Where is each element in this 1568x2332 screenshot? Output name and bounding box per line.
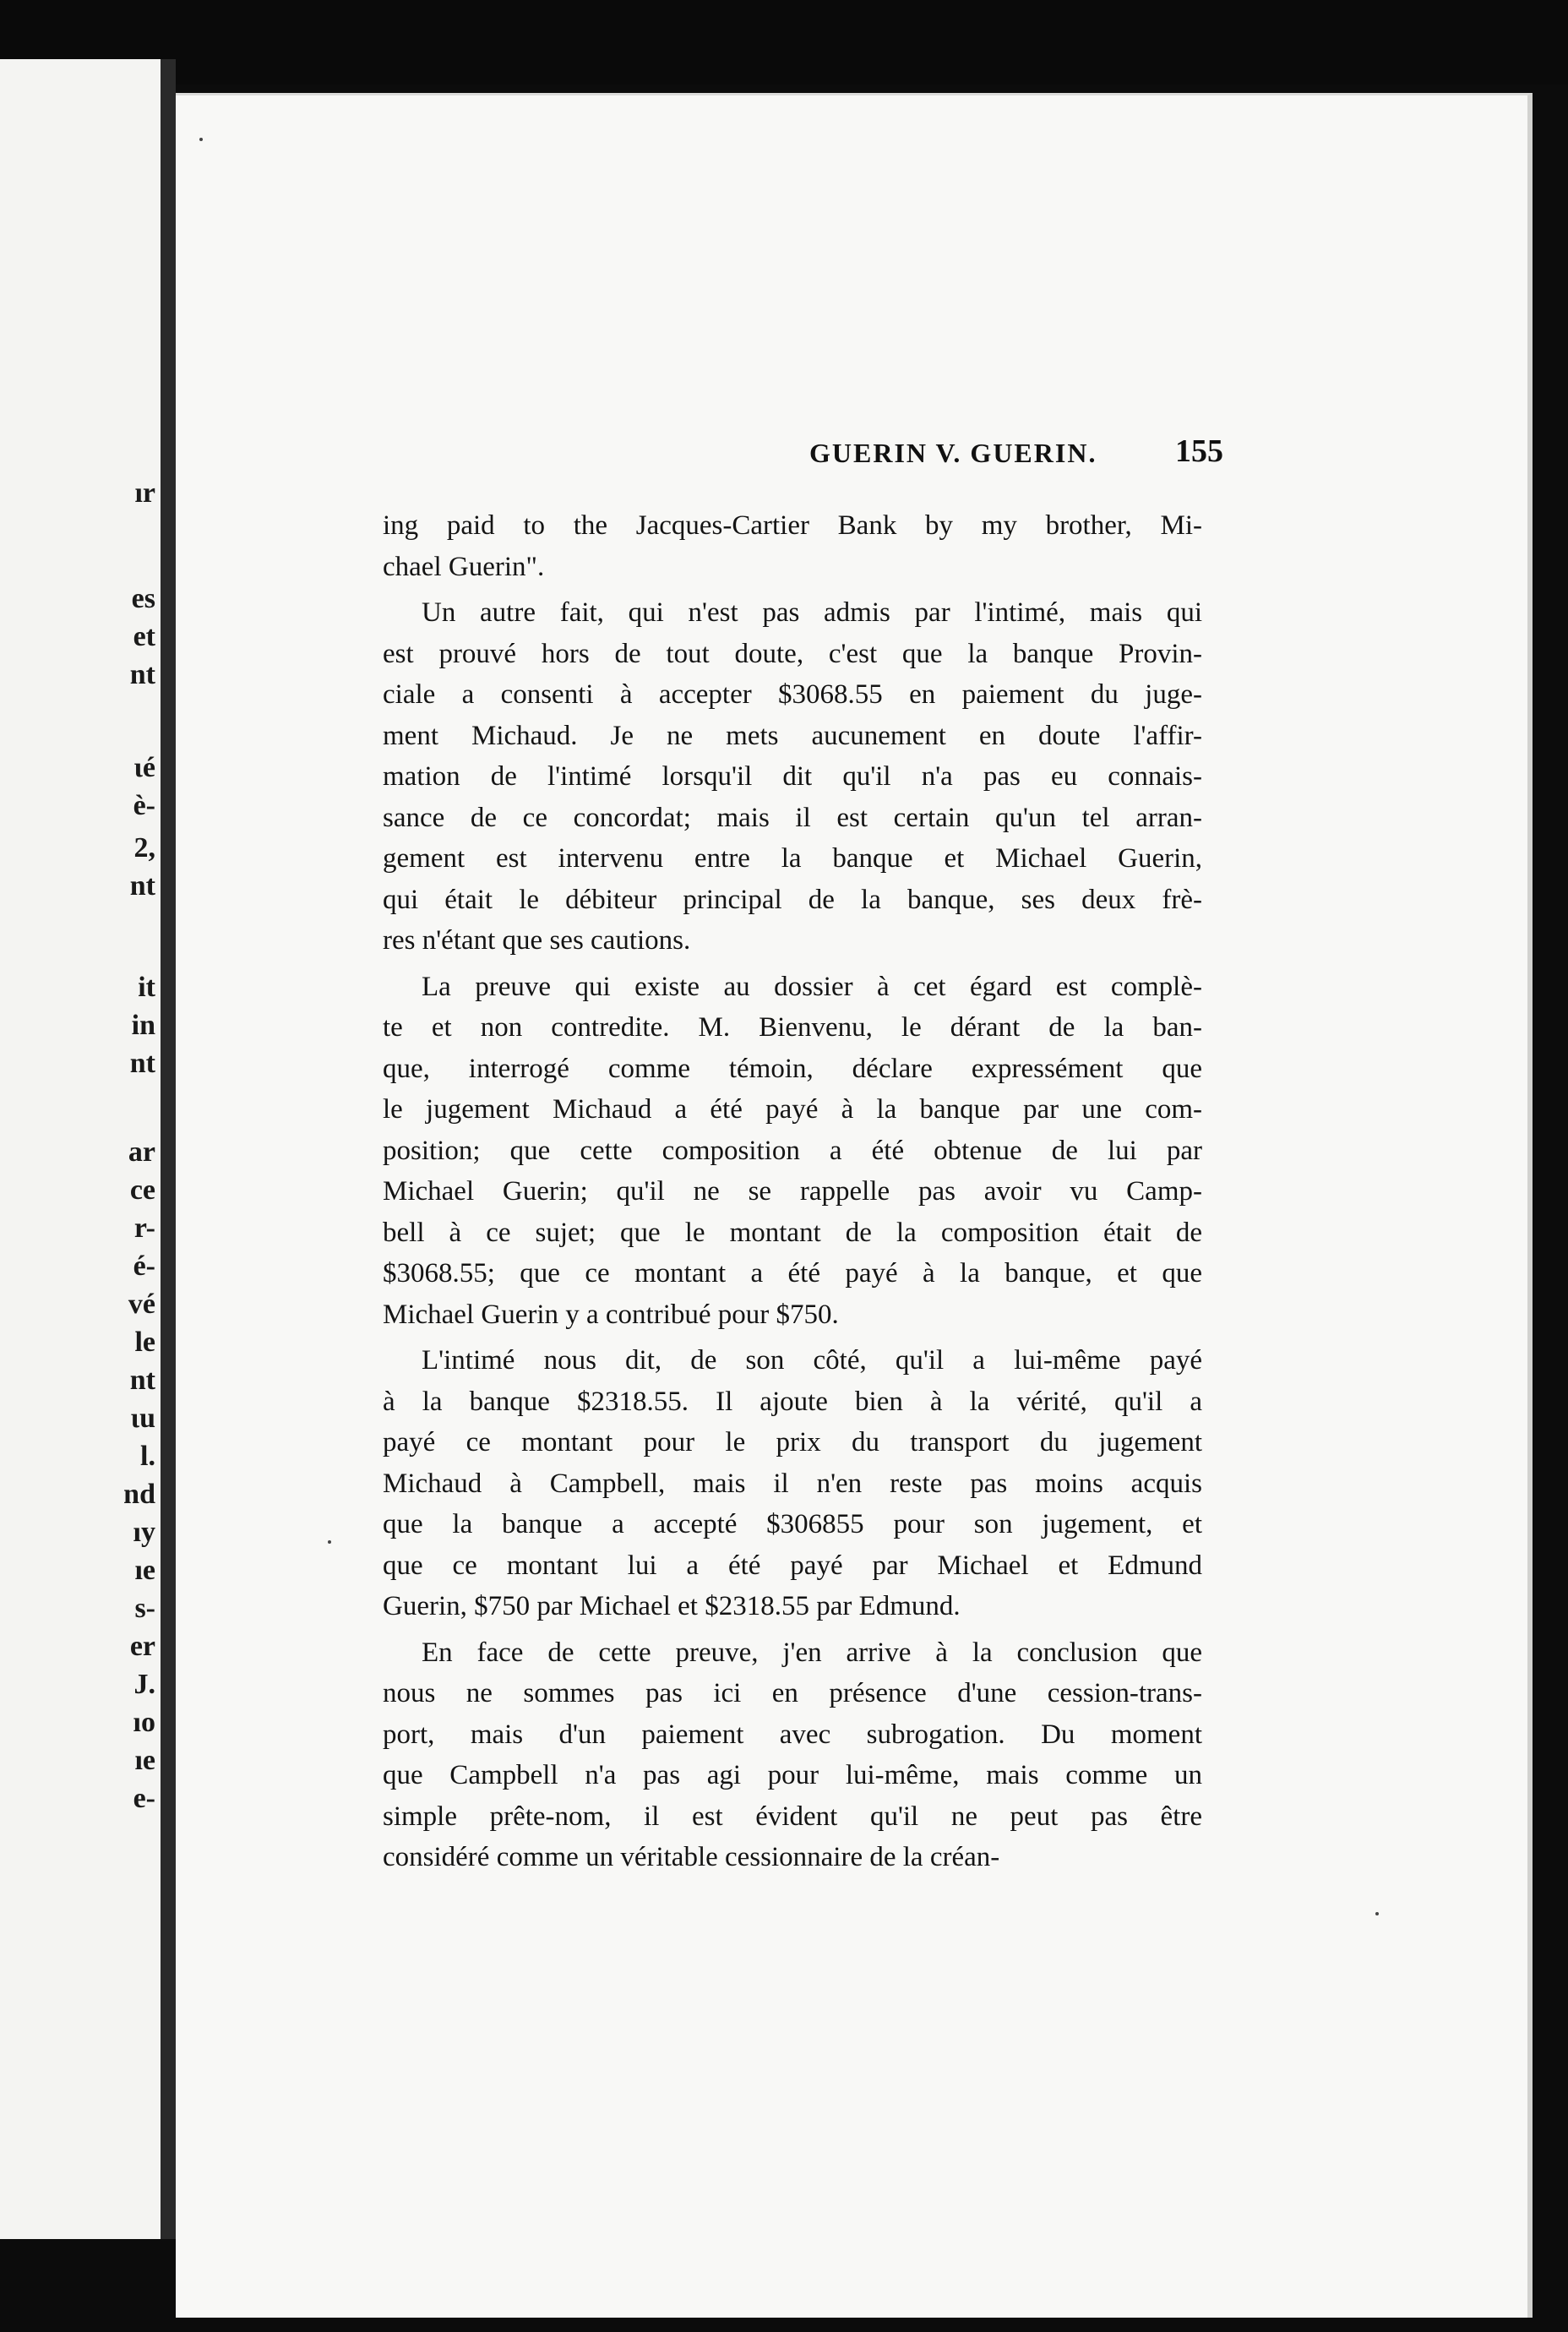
facing-page-fragment: nt: [129, 1048, 155, 1079]
facing-page-fragment: J.: [133, 1669, 155, 1700]
facing-page-fragment: nt: [129, 870, 155, 902]
facing-page-fragment: ıe: [134, 1555, 155, 1586]
text-line: qui était le débiteur principal de la banque, ses deux frè-: [383, 884, 1202, 915]
text-line: chael Guerin".: [383, 551, 545, 582]
text-line: le jugement Michaud a été payé à la banque par une com-: [383, 1094, 1202, 1125]
text-line: Un autre fait, qui n'est pas admis par l'intimé, mais qui: [422, 597, 1202, 628]
text-line: que ce montant lui a été payé par Michael et Edmund: [383, 1550, 1202, 1581]
text-line: L'intimé nous dit, de son côté, qu'il a lui-même payé: [422, 1345, 1202, 1376]
scan-speck: [328, 1540, 331, 1544]
text-line: ciale a consenti à accepter $3068.55 en paiement du juge-: [383, 679, 1202, 710]
book-page: [176, 93, 1533, 2318]
facing-page-fragment: ιu: [130, 1403, 155, 1434]
scan-speck: [1375, 1912, 1379, 1915]
text-line: $3068.55; que ce montant a été payé à la banque, et que: [383, 1258, 1202, 1289]
text-line: que Campbell n'a pas agi pour lui-même, mais comme un: [383, 1760, 1202, 1790]
body-text: [383, 505, 1202, 1883]
facing-page-fragment: l.: [140, 1441, 155, 1472]
facing-page-fragment: er: [129, 1631, 155, 1662]
text-line: sance de ce concordat; mais il est certain qu'un tel arran-: [383, 802, 1202, 833]
facing-page-fragment: et: [133, 621, 155, 652]
text-line: que la banque a accepté $306855 pour son jugement, et: [383, 1509, 1202, 1539]
facing-page-fragment: es: [131, 583, 155, 614]
facing-page-fragment: ar: [128, 1136, 155, 1168]
facing-page-fragment: nt: [129, 659, 155, 690]
book-gutter: [161, 59, 176, 2239]
text-line: En face de cette preuve, j'en arrive à la conclusion que: [422, 1637, 1202, 1668]
text-line: res n'étant que ses cautions.: [383, 925, 691, 956]
facing-page-fragment: it: [138, 972, 155, 1003]
running-head: GUERIN V. GUERIN.: [809, 438, 1097, 468]
facing-page-fragment: s-: [134, 1593, 155, 1624]
scan-speck: [199, 138, 203, 141]
paragraph: [383, 967, 1202, 1336]
text-line: est prouvé hors de tout doute, c'est que la banque Provin-: [383, 638, 1202, 669]
text-line: Michaud à Campbell, mais il n'en reste pas moins acquis: [383, 1468, 1202, 1499]
facing-page-fragment: ıy: [133, 1517, 155, 1548]
text-line: te et non contredite. M. Bienvenu, le dérant de la ban-: [383, 1012, 1202, 1043]
paragraph: [383, 505, 1202, 587]
facing-page-fragment: r-: [133, 1212, 155, 1244]
facing-page-fragment: ιé: [133, 752, 155, 783]
text-line: que, interrogé comme témoin, déclare expressément que: [383, 1053, 1202, 1084]
facing-page-fragment: e-: [133, 1783, 155, 1814]
page-header: [395, 429, 1223, 480]
text-line: à la banque $2318.55. Il ajoute bien à la vérité, qu'il a: [383, 1386, 1202, 1417]
text-line: Michael Guerin y a contribué pour $750.: [383, 1299, 839, 1330]
text-line: nous ne sommes pas ici en présence d'une cession-trans-: [383, 1678, 1202, 1708]
paragraph: [383, 592, 1202, 962]
facing-page-fragment: vé: [128, 1289, 155, 1320]
facing-page-fragment: ır: [134, 477, 155, 509]
text-line: ing paid to the Jacques-Cartier Bank by my brother, Mi-: [383, 510, 1202, 541]
facing-page-fragment: ıe: [134, 1745, 155, 1776]
text-line: simple prête-nom, il est évident qu'il ne peut pas être: [383, 1801, 1202, 1832]
page-number: 155: [1175, 433, 1223, 469]
facing-page-fragment: 2,: [133, 832, 155, 864]
facing-page-fragment: in: [131, 1010, 155, 1041]
facing-page-fragment: è-: [133, 790, 155, 821]
text-line: port, mais d'un paiement avec subrogation. Du moment: [383, 1719, 1202, 1750]
text-line: Guerin, $750 par Michael et $2318.55 par Edmund.: [383, 1591, 961, 1621]
scan-border: [0, 0, 1568, 84]
facing-page-fragment: nt: [129, 1365, 155, 1396]
paragraph: [383, 1632, 1202, 1878]
facing-page-fragment: le: [134, 1327, 155, 1358]
text-line: mation de l'intimé lorsqu'il dit qu'il n'a pas eu connais-: [383, 761, 1202, 792]
text-line: considéré comme un véritable cessionnaire de la créan-: [383, 1842, 1000, 1872]
facing-page-fragment: nd: [123, 1479, 155, 1510]
facing-page-fragment: ce: [129, 1174, 155, 1206]
text-line: bell à ce sujet; que le montant de la composition était de: [383, 1217, 1202, 1248]
facing-page-fragment: ıo: [133, 1707, 155, 1738]
text-line: payé ce montant pour le prix du transport du jugement: [383, 1427, 1202, 1458]
text-line: ment Michaud. Je ne mets aucunement en doute l'affir-: [383, 720, 1202, 751]
text-line: Michael Guerin; qu'il ne se rappelle pas avoir vu Camp-: [383, 1176, 1202, 1207]
text-line: La preuve qui existe au dossier à cet égard est complè-: [422, 971, 1202, 1002]
facing-page-fragment: é-: [133, 1250, 155, 1282]
paragraph: [383, 1340, 1202, 1627]
text-line: gement est intervenu entre la banque et Michael Guerin,: [383, 843, 1202, 874]
facing-page-edge: [0, 59, 164, 2239]
text-line: position; que cette composition a été obtenue de lui par: [383, 1135, 1202, 1166]
